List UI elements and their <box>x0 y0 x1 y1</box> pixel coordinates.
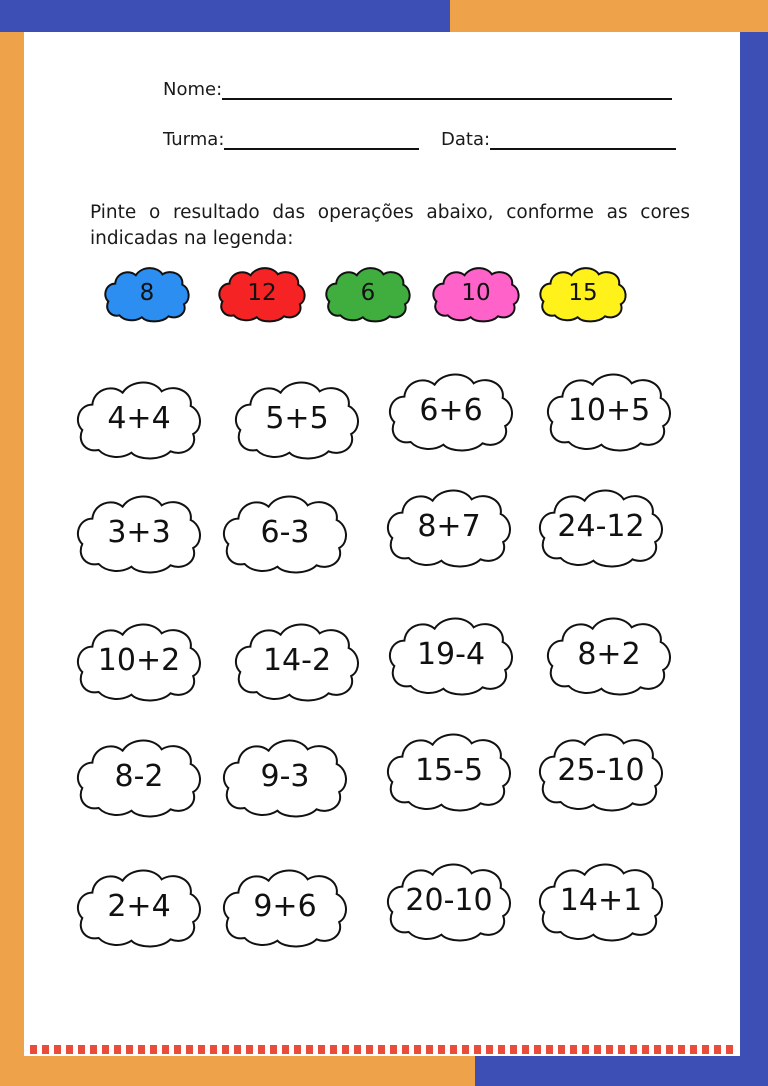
operation-label: 24-12 <box>557 508 645 544</box>
frame-bottom-bar-accent <box>475 1056 768 1086</box>
dashed-border <box>30 1045 738 1054</box>
operation-cloud[interactable] <box>546 614 672 694</box>
operation-cloud[interactable] <box>234 378 360 458</box>
operation-cloud[interactable] <box>538 730 664 810</box>
legend-value: 15 <box>568 280 598 306</box>
operation-cloud[interactable] <box>222 866 348 946</box>
legend-cloud <box>539 265 627 321</box>
date-field <box>441 128 676 150</box>
name-line[interactable] <box>222 78 672 100</box>
class-line[interactable] <box>224 128 419 150</box>
frame-top-bar-accent <box>450 0 768 32</box>
operation-cloud[interactable] <box>222 492 348 572</box>
operation-label: 15-5 <box>414 752 484 788</box>
name-field <box>163 78 672 100</box>
operation-cloud[interactable] <box>76 378 202 458</box>
operation-label: 19-4 <box>416 636 486 672</box>
legend-cloud <box>218 265 306 321</box>
frame-left-bar <box>0 32 24 1086</box>
operation-label: 4+4 <box>107 400 171 436</box>
operation-label: 14+1 <box>559 882 643 918</box>
operation-cloud[interactable] <box>546 370 672 450</box>
operation-label: 8+7 <box>417 508 481 544</box>
legend-value: 8 <box>139 280 155 306</box>
operation-label: 2+4 <box>107 888 171 924</box>
operation-cloud[interactable] <box>386 486 512 566</box>
operation-cloud[interactable] <box>76 620 202 700</box>
operation-label: 20-10 <box>405 882 493 918</box>
operation-cloud[interactable] <box>538 486 664 566</box>
operation-cloud[interactable] <box>386 860 512 940</box>
operation-label: 3+3 <box>107 514 171 550</box>
instructions-text: Pinte o resultado das operações abaixo, conforme as cores indicadas na legenda: <box>90 202 690 249</box>
legend-value: 6 <box>360 280 376 306</box>
operation-cloud[interactable] <box>386 730 512 810</box>
operation-label: 6-3 <box>260 514 310 550</box>
operation-label: 5+5 <box>265 400 329 436</box>
operation-label: 25-10 <box>557 752 645 788</box>
operation-cloud[interactable] <box>76 492 202 572</box>
legend-value: 12 <box>247 280 277 306</box>
legend-cloud <box>104 265 190 321</box>
date-line[interactable] <box>490 128 676 150</box>
frame-right-bar <box>740 32 768 1086</box>
operation-label: 10+2 <box>97 642 181 678</box>
operation-label: 8-2 <box>114 758 164 794</box>
operation-cloud[interactable] <box>222 736 348 816</box>
operation-label: 6+6 <box>419 392 483 428</box>
operation-cloud[interactable] <box>538 860 664 940</box>
legend-cloud <box>432 265 520 321</box>
operation-label: 9+6 <box>253 888 317 924</box>
date-label: Data: <box>441 129 491 150</box>
frame-top-bar <box>0 0 450 32</box>
operation-label: 14-2 <box>262 642 332 678</box>
operation-cloud[interactable] <box>76 866 202 946</box>
name-label: Nome: <box>163 79 223 100</box>
frame-bottom-bar <box>0 1056 475 1086</box>
class-label: Turma: <box>163 129 225 150</box>
operation-label: 8+2 <box>577 636 641 672</box>
operation-cloud[interactable] <box>76 736 202 816</box>
operation-label: 10+5 <box>567 392 651 428</box>
legend-value: 10 <box>461 280 491 306</box>
operation-cloud[interactable] <box>234 620 360 700</box>
class-field <box>163 128 419 150</box>
operation-label: 9-3 <box>260 758 310 794</box>
legend-cloud <box>325 265 411 321</box>
operation-cloud[interactable] <box>388 370 514 450</box>
operation-cloud[interactable] <box>388 614 514 694</box>
